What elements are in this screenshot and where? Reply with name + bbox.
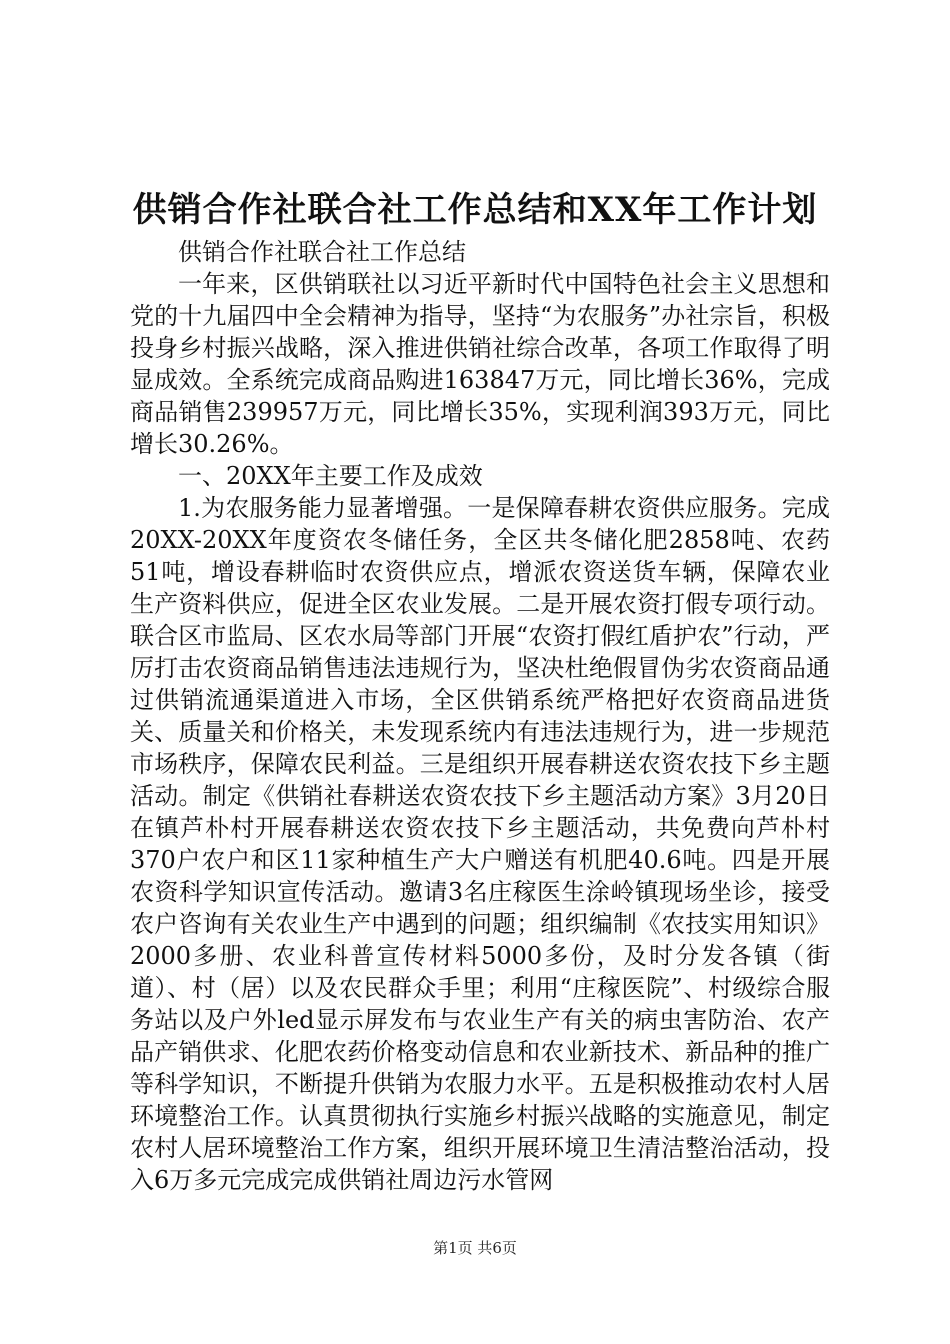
- paragraph-intro: 一年来，区供销联社以习近平新时代中国特色社会主义思想和党的十九届四中全会精神为指导，坚持“为农服务”办社宗旨，积极投身乡村振兴战略，深入推进供销社综合改革，各项工作取得了明显成效。全系统完成商品购进163847万元，同比增长36%，完成商品销售239957万元，同比增长35%，实现利润393万元，同比增长30.26%。: [130, 270, 830, 458]
- section-heading: 一、20XX年主要工作及成效: [178, 462, 483, 490]
- paragraph-section-1: 1.为农服务能力显著增强。一是保障春耕农资供应服务。完成20XX-20XX年度资农冬储任务，全区共冬储化肥2858吨、农药51吨，增设春耕临时农资供应点，增派农资送货车辆，保障农业生产资料供应，促进全区农业发展。二是开展农资打假专项行动。联合区市监局、区农水局等部门开展“农资打假红盾护农”行动，严厉打击农资商品销售违法违规行为，坚决杜绝假冒伪劣农资商品通过供销流通渠道进入市场，全区供销系统严格把好农资商品进货关、质量关和价格关，未发现系统内有违法违规行为，进一步规范市场秩序，保障农民利益。三是组织开展春耕送农资农技下乡主题活动。制定《供销社春耕送农资农技下乡主题活动方案》3月20日在镇芦朴村开展春耕送农资农技下乡主题活动，共免费向芦朴村370户农户和区11家种植生产大户赠送有机肥40.6吨。四是开展农资科学知识宣传活动。邀请3名庄稼医生涂岭镇现场坐诊，接受农户咨询有关农业生产中遇到的问题；组织编制《农技实用知识》2000多册、农业科普宣传材料5000多份，及时分发各镇（街道）、村（居）以及农民群众手里；利用“庄稼医院”、村级综合服务站以及户外led显示屏发布与农业生产有关的病虫害防治、农产品产销供求、化肥农药价格变动信息和农业新技术、新品种的推广等科学知识，不断提升供销为农服力水平。五是积极推动农村人居环境整治工作。认真贯彻执行实施乡村振兴战略的实施意见，制定农村人居环境整治工作方案，组织开展环境卫生清洁整治活动，投入6万多元完成完成供销社周边污水管网: [130, 494, 830, 1194]
- document-title: 供销合作社联合社工作总结和XX年工作计划: [132, 190, 818, 230]
- paragraph-subtitle: 供销合作社联合社工作总结: [178, 238, 466, 266]
- page-footer: 第1页 共6页: [433, 1239, 517, 1257]
- document-body: [130, 236, 830, 1196]
